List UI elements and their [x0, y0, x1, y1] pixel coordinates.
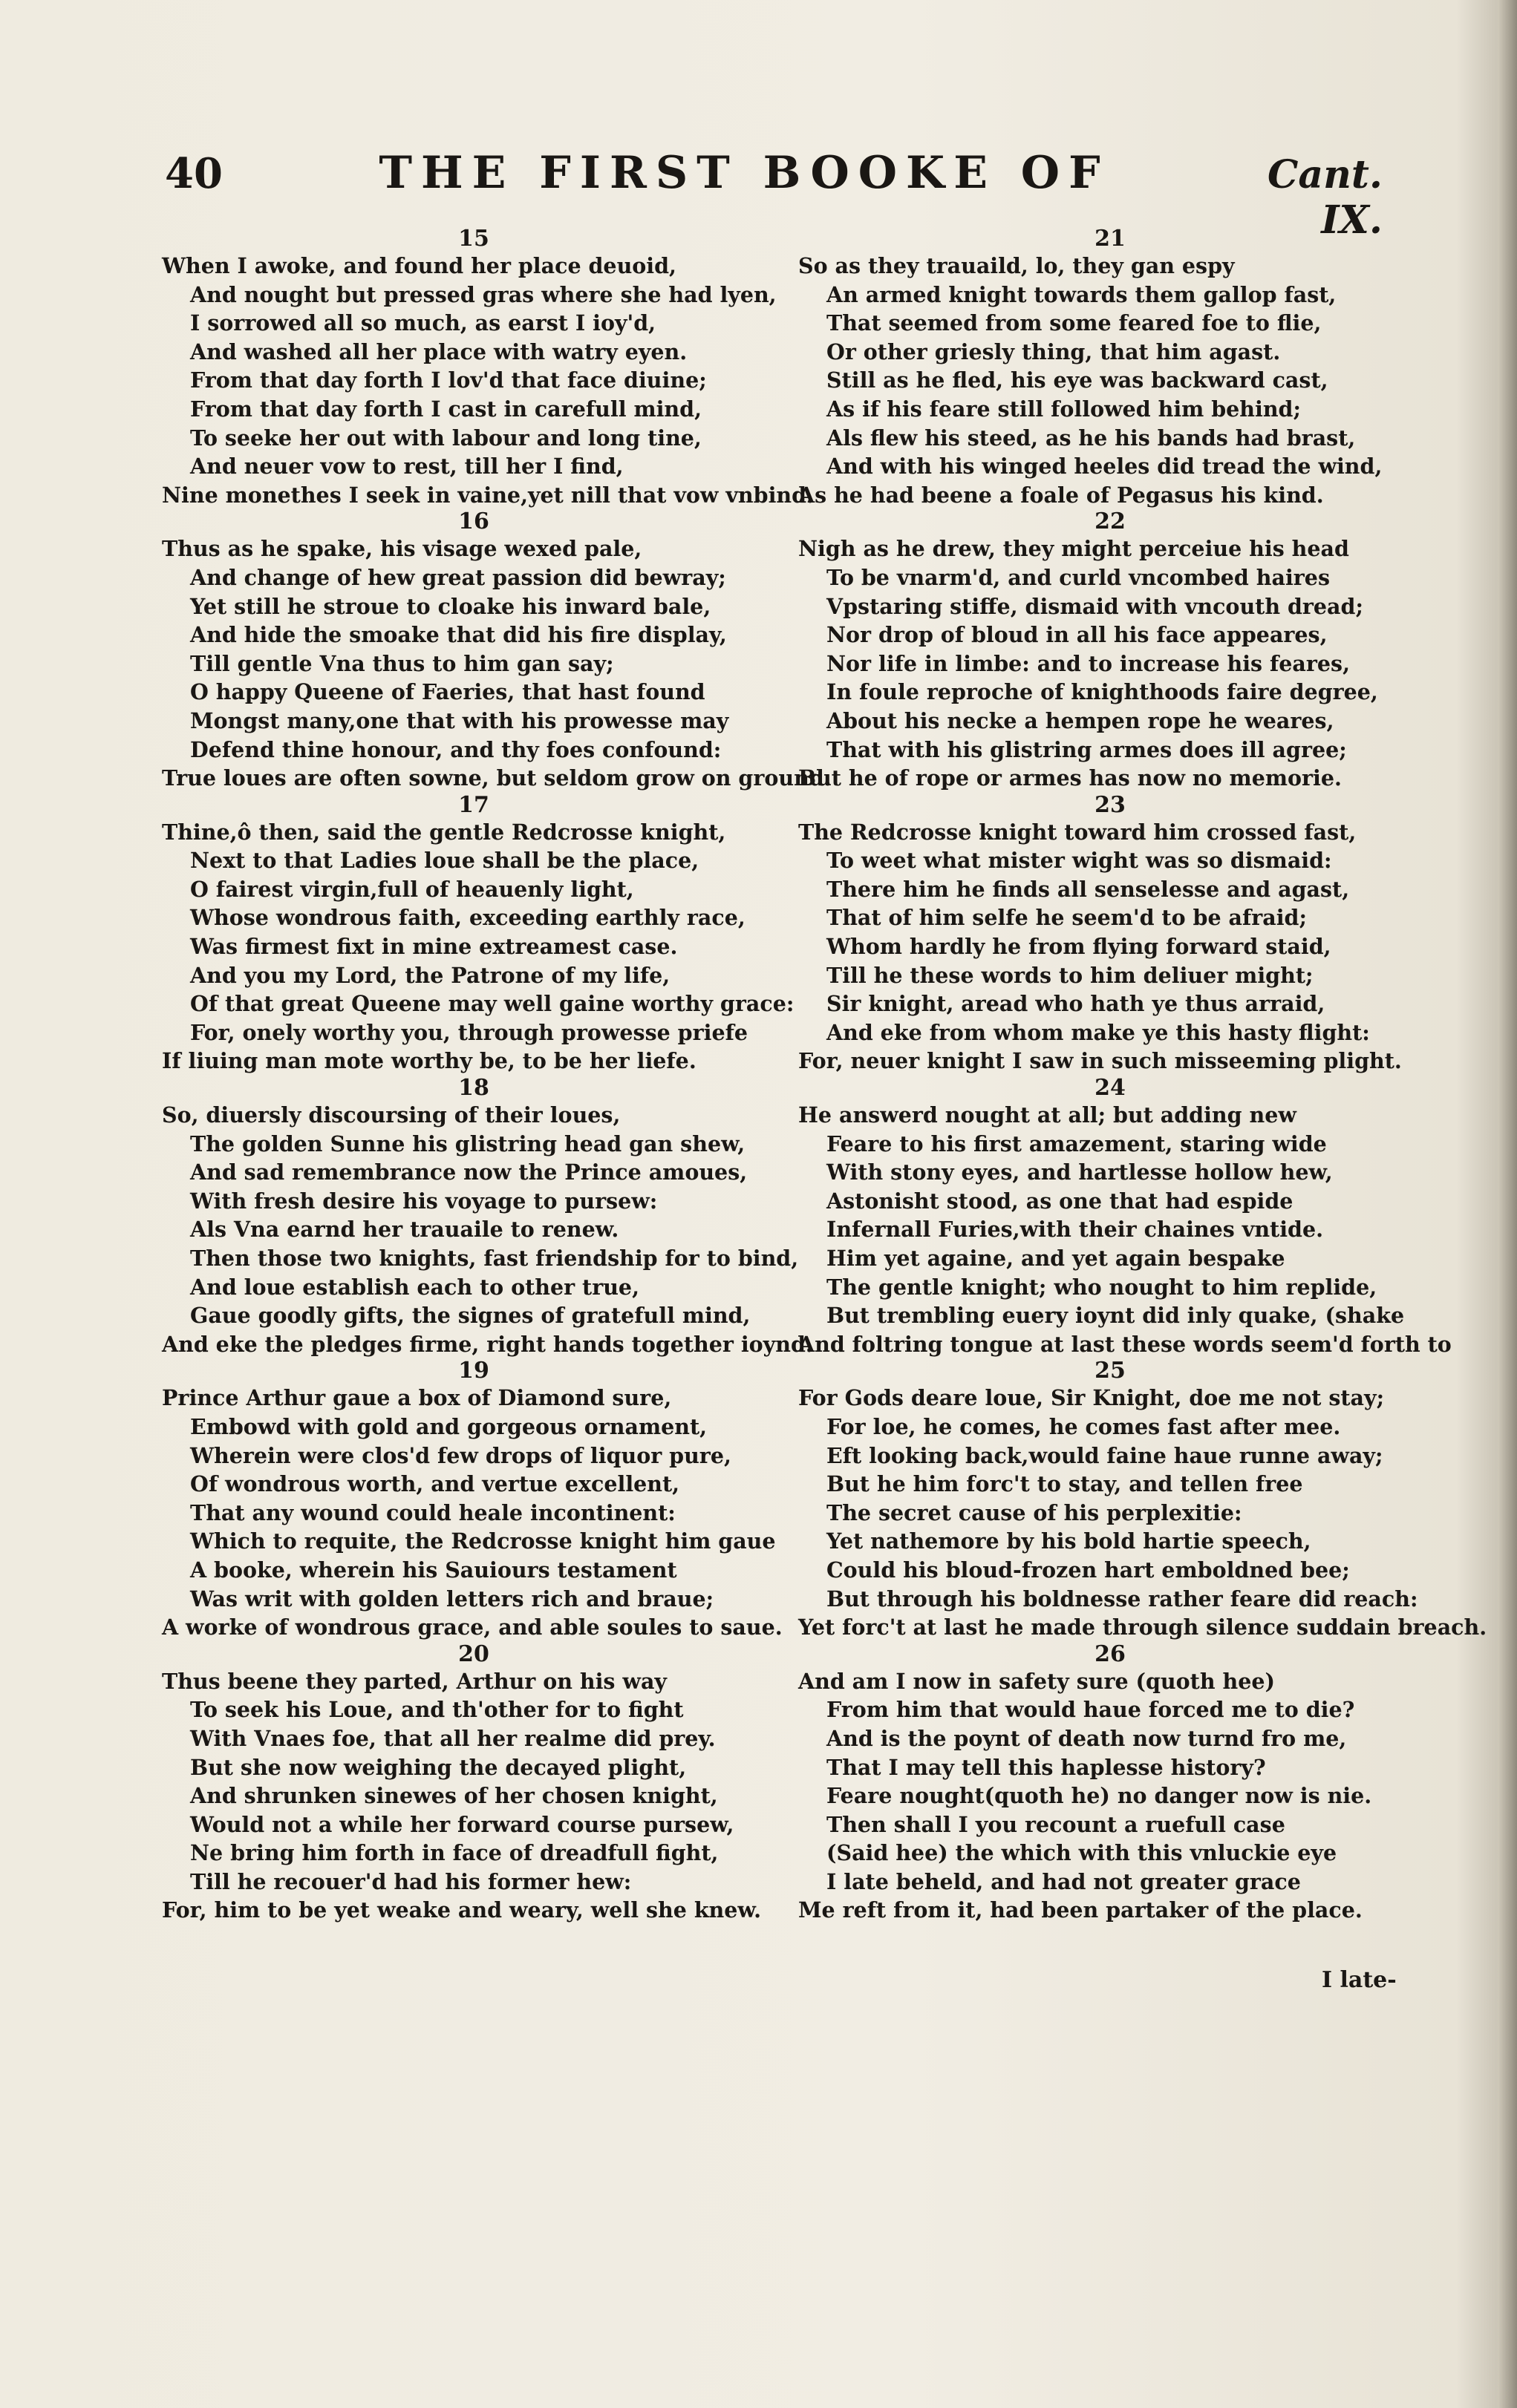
verse-line: Of wondrous worth, and vertue excellent,	[190, 1471, 680, 1497]
stanza-number: 15	[458, 226, 489, 252]
verse-line: The Redcrosse knight toward him crossed fast,	[798, 819, 1357, 845]
verse-line: O fairest virgin,full of heauenly light,	[190, 876, 634, 902]
left-column	[162, 226, 832, 1925]
verse-line: And foltring tongue at last these words seem'd forth to	[798, 1331, 1452, 1357]
verse-line: Embowd with gold and gorgeous ornament,	[190, 1413, 708, 1439]
verse-line: He answerd nought at all; but adding new	[798, 1102, 1296, 1128]
verse-line: So as they trauaild, lo, they gan espy	[798, 253, 1235, 278]
verse-line: Gaue goodly gifts, the signes of gratefull mind,	[190, 1303, 751, 1329]
verse-line: Of that great Queene may well gaine worthy grace:	[190, 991, 795, 1017]
verse-line: With Vnaes foe, that all her realme did prey.	[190, 1725, 716, 1751]
stanza-number: 21	[1094, 226, 1126, 252]
verse-line: Wherein were clos'd few drops of liquor pure,	[190, 1442, 731, 1468]
verse-line: To be vnarm'd, and curld vncombed haires	[826, 564, 1330, 590]
verse-line: Nine monethes I seek in vaine,yet nill that vow vnbind.	[162, 482, 814, 508]
stanza	[798, 226, 1422, 509]
verse-line: Als flew his steed, as he his bands had brast,	[826, 425, 1356, 451]
verse-line: Was writ with golden letters rich and braue;	[190, 1586, 714, 1612]
stanza-number: 22	[1094, 508, 1126, 535]
verse-line: That any wound could heale incontinent:	[190, 1499, 676, 1525]
verse-line: (Said hee) the which with this vnluckie eye	[826, 1840, 1337, 1866]
verse-line: Still as he fled, his eye was backward cast,	[826, 367, 1328, 393]
verse-line: That I may tell this haplesse history?	[826, 1754, 1266, 1780]
verse-line: For, onely worthy you, through prowesse priefe	[190, 1019, 748, 1045]
verse-line: Prince Arthur gaue a box of Diamond sure,	[162, 1385, 672, 1411]
verse-line: But he him forc't to stay, and tellen free	[826, 1471, 1303, 1497]
page-edge	[1498, 0, 1517, 2408]
verse-line: Then shall I you recount a ruefull case	[826, 1811, 1285, 1837]
running-title: THE FIRST BOOKE OF	[379, 147, 1109, 199]
verse-line: For Gods deare loue, Sir Knight, doe me not stay;	[798, 1385, 1385, 1411]
stanza	[798, 793, 1422, 1076]
verse-line: Yet forc't at last he made through silence suddain breach.	[798, 1614, 1487, 1640]
verse-line: With fresh desire his voyage to pursew:	[190, 1188, 658, 1214]
verse-line: Thus beene they parted, Arthur on his way	[162, 1668, 667, 1694]
verse-line: To seeke her out with labour and long tine,	[190, 425, 702, 451]
verse-line: Vpstaring stiffe, dismaid with vncouth dread;	[826, 593, 1363, 619]
verse-line: Him yet againe, and yet again bespake	[826, 1246, 1285, 1271]
verse-line: I sorrowed all so much, as earst I ioy'd,	[190, 310, 656, 336]
verse-line: And eke the pledges firme, right hands together ioynd.	[162, 1331, 813, 1357]
verse-line: Nigh as he drew, they might perceiue his head	[798, 536, 1349, 562]
verse-line: When I awoke, and found her place deuoid,	[162, 253, 676, 278]
verse-line: Thus as he spake, his visage wexed pale,	[162, 536, 642, 562]
verse-line: From him that would haue forced me to die?	[826, 1697, 1355, 1723]
stanza-number: 16	[458, 508, 489, 535]
verse-line: And you my Lord, the Patrone of my life,	[190, 962, 671, 988]
verse-line: So, diuersly discoursing of their loues,	[162, 1102, 621, 1128]
verse-line: O happy Queene of Faeries, that hast found	[190, 679, 705, 705]
verse-line: Nor life in limbe: and to increase his feares,	[826, 650, 1350, 676]
verse-line: Feare nought(quoth he) no danger now is nie.	[826, 1783, 1372, 1809]
verse-line: Which to requite, the Redcrosse knight him gaue	[190, 1528, 776, 1554]
stanza-number: 25	[1094, 1358, 1126, 1384]
verse-line: True loues are often sowne, but seldom grow on ground.	[162, 765, 832, 791]
stanza-number: 23	[1094, 791, 1126, 818]
right-column	[798, 226, 1487, 1925]
verse-line: An armed knight towards them gallop fast,	[826, 281, 1337, 307]
verse-line: Defend thine honour, and thy foes confound:	[190, 736, 722, 762]
stanza	[798, 1642, 1422, 1925]
verse-line: And is the poynt of death now turnd fro me,	[826, 1725, 1347, 1751]
verse-line: As if his feare still followed him behind;	[826, 396, 1301, 422]
verse-line: That with his glistring armes does ill agree;	[826, 736, 1347, 762]
verse-line: Infernall Furies,with their chaines vntide.	[826, 1217, 1324, 1243]
verse-line: There him he finds all senselesse and agast,	[826, 876, 1350, 902]
verse-line: About his necke a hempen rope he weares,	[826, 707, 1334, 733]
verse-line: Whose wondrous faith, exceeding earthly race,	[190, 905, 746, 931]
verse-line: And washed all her place with watry eyen.	[190, 338, 688, 364]
verse-line: But he of rope or armes has now no memorie.	[798, 765, 1342, 791]
verse-line: From that day forth I cast in carefull mind,	[190, 396, 702, 422]
verse-line: But she now weighing the decayed plight,	[190, 1754, 687, 1780]
verse-line: For loe, he comes, he comes fast after mee.	[826, 1413, 1341, 1439]
verse-line: And am I now in safety sure (quoth hee)	[798, 1668, 1275, 1694]
verse-line: Yet still he stroue to cloake his inward bale,	[190, 593, 711, 619]
verse-line: Me reft from it, had been partaker of the place.	[798, 1897, 1363, 1923]
verse-line: Till he recouer'd had his former hew:	[190, 1868, 632, 1894]
verse-line: That seemed from some feared foe to flie,	[826, 310, 1322, 336]
verse-line: With stony eyes, and hartlesse hollow hew,	[826, 1159, 1333, 1185]
stanza	[798, 509, 1422, 792]
stanza-number: 20	[458, 1640, 489, 1667]
verse-line: Or other griesly thing, that him agast.	[826, 338, 1281, 364]
verse-line: And sad remembrance now the Prince amoues,	[190, 1159, 748, 1185]
verse-line: A worke of wondrous grace, and able soules to saue.	[162, 1614, 783, 1640]
verse-line: Till gentle Vna thus to him gan say;	[190, 650, 614, 676]
verse-line: Als Vna earnd her trauaile to renew.	[190, 1217, 619, 1243]
stanza-number: 26	[1094, 1640, 1126, 1667]
stanza	[162, 1075, 813, 1358]
verse-line: Thine,ô then, said the gentle Redcrosse knight,	[162, 819, 726, 845]
verse-line: Next to that Ladies loue shall be the place,	[190, 848, 699, 874]
stanza	[162, 1358, 786, 1641]
stanza-number: 18	[458, 1075, 489, 1102]
verse-line: And neuer vow to rest, till her I find,	[190, 454, 624, 480]
verse-line: And nought but pressed gras where she had lyen,	[190, 281, 777, 307]
stanza-number: 19	[458, 1358, 489, 1384]
verse-line: For, neuer knight I saw in such misseeming plight.	[798, 1048, 1402, 1074]
verse-line: The gentle knight; who nought to him replide,	[826, 1274, 1377, 1300]
verse-line: The golden Sunne his glistring head gan shew,	[190, 1131, 746, 1156]
stanza	[798, 1075, 1452, 1358]
verse-line: Mongst many,one that with his prowesse may	[190, 707, 729, 733]
stanza	[162, 226, 814, 509]
verse-line: And eke from whom make ye this hasty flight:	[826, 1019, 1370, 1045]
verse-line: Feare to his first amazement, staring wide	[826, 1131, 1327, 1156]
verse-line: I late beheld, and had not greater grace	[826, 1868, 1301, 1894]
stanza-number: 24	[1094, 1075, 1126, 1102]
verse-line: And change of hew great passion did bewray;	[190, 564, 726, 590]
verse-line: Sir knight, aread who hath ye thus arraid,	[826, 991, 1325, 1017]
stanza	[162, 791, 795, 1076]
verse-line: Eft looking back,would faine haue runne away;	[826, 1442, 1383, 1468]
verse-line: That of him selfe he seem'd to be afraid;	[826, 905, 1307, 931]
verse-line: Nor drop of bloud in all his face appeares,	[826, 622, 1328, 648]
verse-line: For, him to be yet weake and weary, well she knew.	[162, 1897, 762, 1923]
verse-line: And loue establish each to other true,	[190, 1274, 639, 1300]
verse-line: Ne bring him forth in face of dreadfull fight,	[190, 1840, 719, 1866]
verse-line: As he had beene a foale of Pegasus his kind.	[798, 482, 1324, 508]
verse-line: Could his bloud-frozen hart emboldned bee;	[826, 1557, 1350, 1583]
verse-line: Yet nathemore by his bold hartie speech,	[826, 1528, 1311, 1554]
verse-line: In foule reproche of knighthoods faire degree,	[826, 679, 1378, 705]
verse-line: Then those two knights, fast friendship for to bind,	[190, 1246, 799, 1271]
verse-line: And hide the smoake that did his fire display,	[190, 622, 727, 648]
verse-line: The secret cause of his perplexitie:	[826, 1499, 1242, 1525]
stanza	[798, 1358, 1487, 1641]
stanza	[162, 1642, 786, 1925]
verse-line: And with his winged heeles did tread the wind,	[826, 454, 1383, 480]
verse-line: To seek his Loue, and th'other for to fight	[190, 1697, 684, 1723]
stanza	[162, 508, 832, 792]
verse-line: Whom hardly he from flying forward staid,	[826, 934, 1331, 960]
verse-line: But trembling euery ioynt did inly quake, (shake	[826, 1303, 1405, 1329]
verse-line: To weet what mister wight was so dismaid:	[826, 848, 1332, 874]
verse-line: A booke, wherein his Sauiours testament	[190, 1557, 677, 1583]
verse-line: If liuing man mote worthy be, to be her liefe.	[162, 1048, 696, 1074]
verse-line: From that day forth I lov'd that face diuine;	[190, 367, 707, 393]
page-number: 40	[165, 149, 223, 198]
verse-line: Was firmest fixt in mine extreamest case.	[190, 934, 678, 960]
verse-line: Till he these words to him deliuer might;	[826, 962, 1314, 988]
canto-label: Cant. IX.	[1267, 152, 1383, 243]
verse-line: Astonisht stood, as one that had espide	[826, 1188, 1293, 1214]
catchword: I late-	[1322, 1967, 1397, 1993]
verse-line: And shrunken sinewes of her chosen knight,	[190, 1783, 718, 1809]
stanza-number: 17	[458, 791, 489, 818]
verse-line: Would not a while her forward course pursew,	[190, 1811, 734, 1837]
verse-line: But through his boldnesse rather feare did reach:	[826, 1586, 1418, 1612]
